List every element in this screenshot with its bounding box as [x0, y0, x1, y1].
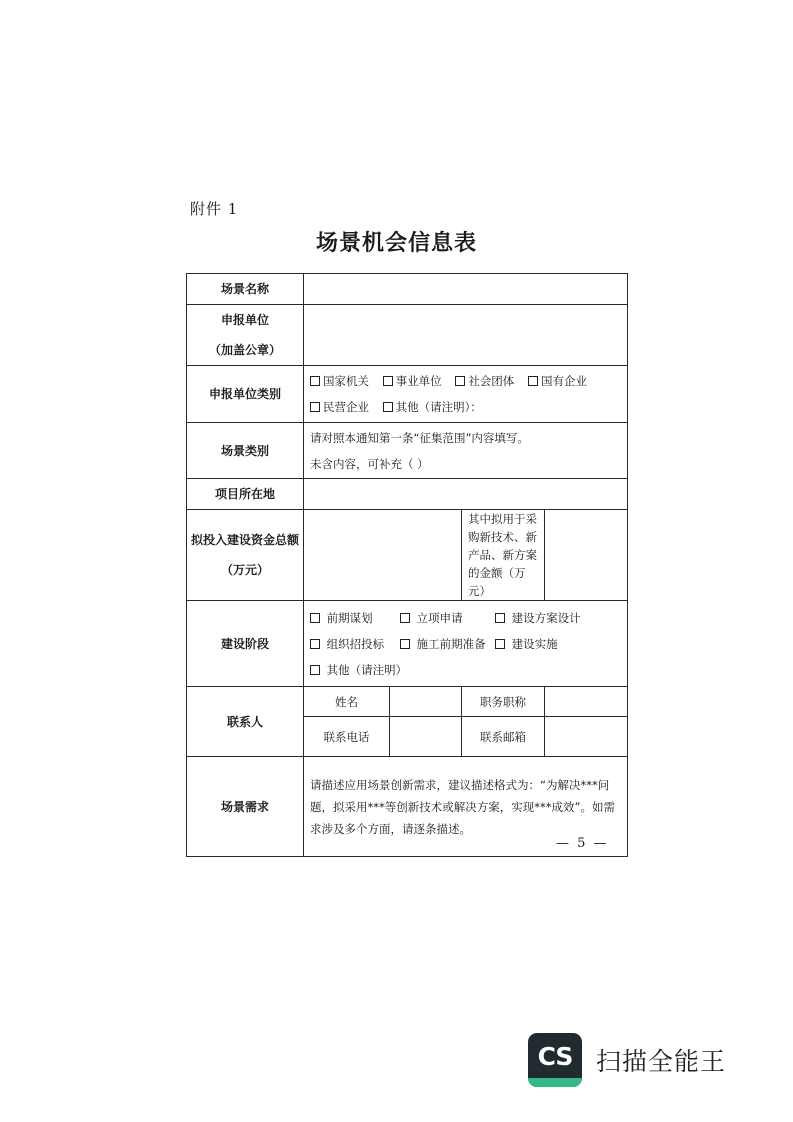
unit-type-label: 申报单位类别 — [187, 366, 304, 423]
scene-type-supplement: 未含内容，可补充（ ） — [310, 456, 429, 471]
contact-name-field[interactable] — [390, 687, 462, 717]
scene-name-field[interactable] — [304, 274, 628, 305]
checkbox-icon — [383, 376, 393, 386]
location-field[interactable] — [304, 479, 628, 510]
unit-type-option[interactable]: 社会团体 — [455, 368, 514, 394]
checkbox-icon — [310, 665, 320, 675]
applicant-field[interactable] — [304, 305, 628, 366]
checkbox-icon — [310, 639, 320, 649]
scene-type-label: 场景类别 — [187, 423, 304, 479]
checkbox-icon — [383, 402, 393, 412]
contact-name-label: 姓名 — [304, 687, 390, 717]
demand-label: 场景需求 — [187, 757, 304, 857]
demand-instruction: 请描述应用场景创新需求，建议描述格式为：“为解决***问题，拟采用***等创新技术或解决方案，实现***成效”。如需求涉及多个方面，请逐条描述。 — [310, 777, 615, 836]
applicant-label: 申报单位 （加盖公章） — [187, 305, 304, 366]
location-label: 项目所在地 — [187, 479, 304, 510]
row-unit-type — [187, 366, 628, 423]
stage-option[interactable]: 前期谋划 — [310, 605, 400, 631]
scene-type-instruction: 请对照本通知第一条“征集范围”内容填写。 — [310, 430, 529, 445]
unit-type-option[interactable]: 民营企业 — [310, 394, 369, 420]
stage-options — [304, 601, 628, 687]
checkbox-icon — [455, 376, 465, 386]
checkbox-icon — [310, 613, 320, 623]
contact-email-label: 联系邮箱 — [462, 717, 545, 757]
checkbox-icon — [495, 639, 505, 649]
row-location — [187, 479, 628, 510]
page-title: 场景机会信息表 — [315, 231, 477, 256]
unit-type-option[interactable]: 国有企业 — [528, 368, 587, 394]
row-contact-1 — [187, 687, 628, 717]
contact-phone-field[interactable] — [390, 717, 462, 757]
unit-type-option[interactable]: 国家机关 — [310, 368, 369, 394]
checkbox-icon — [310, 402, 320, 412]
investment-total-field[interactable] — [304, 510, 462, 601]
camscanner-watermark — [528, 1033, 726, 1087]
row-stage — [187, 601, 628, 687]
investment-label: 拟投入建设资金总额 （万元） — [187, 510, 304, 601]
investment-sub-field[interactable] — [545, 510, 628, 601]
watermark-app-name: 扫描全能王 — [596, 1047, 727, 1076]
info-form-table — [186, 273, 628, 857]
stage-label: 建设阶段 — [187, 601, 304, 687]
unit-type-option[interactable]: 其他（请注明）： — [383, 394, 482, 420]
page-number: — 5 — — [556, 836, 609, 851]
stage-option[interactable]: 立项申请 — [400, 605, 495, 631]
camscanner-logo-icon: CS — [528, 1033, 582, 1087]
contact-phone-label: 联系电话 — [304, 717, 390, 757]
unit-type-option[interactable]: 事业单位 — [383, 368, 442, 394]
scene-name-label: 场景名称 — [187, 274, 304, 305]
checkbox-icon — [528, 376, 538, 386]
row-scene-type — [187, 423, 628, 479]
row-investment — [187, 510, 628, 601]
unit-type-options — [304, 366, 628, 423]
checkbox-icon — [310, 376, 320, 386]
contact-email-field[interactable] — [545, 717, 628, 757]
contact-title-field[interactable] — [545, 687, 628, 717]
annex-label: 附件 1 — [190, 200, 239, 218]
checkbox-icon — [400, 639, 410, 649]
scene-type-field[interactable] — [304, 423, 628, 479]
row-scene-name — [187, 274, 628, 305]
stage-option[interactable]: 建设实施 — [495, 631, 558, 657]
stage-option[interactable]: 施工前期准备 — [400, 631, 495, 657]
stage-option[interactable]: 其他（请注明） — [310, 657, 400, 683]
stage-option[interactable]: 组织招投标 — [310, 631, 400, 657]
stage-option[interactable]: 建设方案设计 — [495, 605, 581, 631]
contact-label: 联系人 — [187, 687, 304, 757]
investment-sub-label-cell — [462, 510, 545, 601]
row-applicant — [187, 305, 628, 366]
checkbox-icon — [495, 613, 505, 623]
checkbox-icon — [400, 613, 410, 623]
investment-sub-label: 其中拟用于采购新技术、新产品、新方案的金额（万元） — [468, 512, 537, 598]
contact-title-label: 职务职称 — [462, 687, 545, 717]
